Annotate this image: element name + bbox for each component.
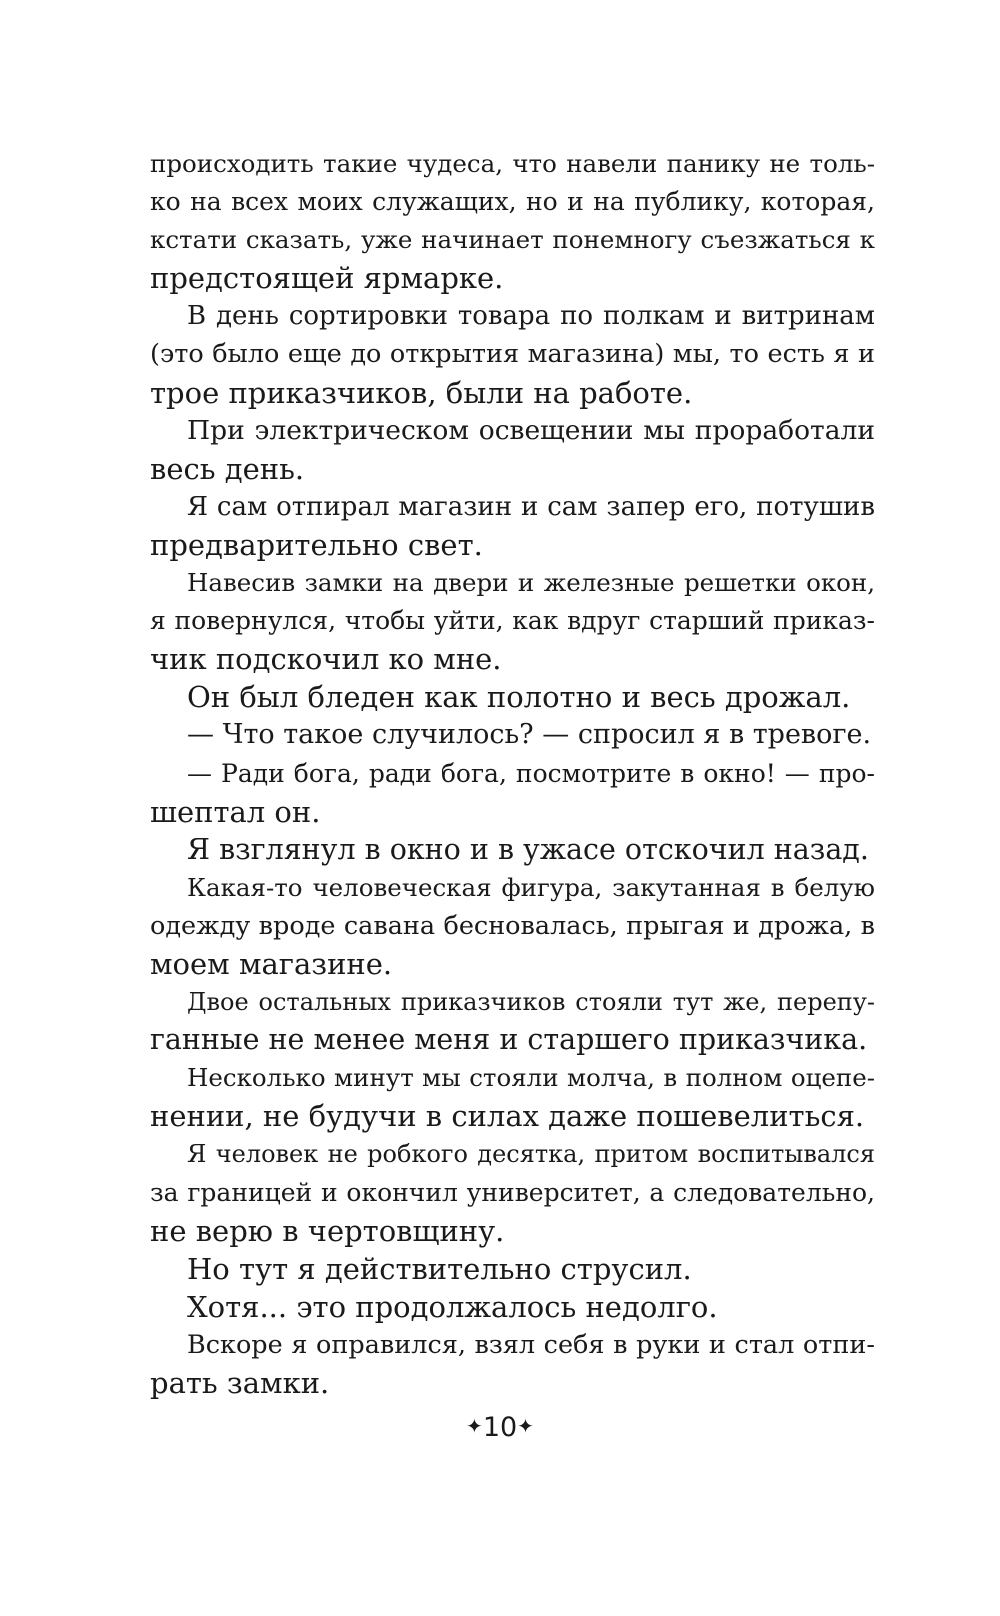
text-line: Я сам отпирал магазин и сам запер его, потушив	[187, 491, 875, 522]
text-line: рать замки.	[150, 1366, 330, 1400]
text-line: не верю в чертовщину.	[150, 1213, 505, 1248]
text-line: Какая-то человеческая фигура, закутанная в белую	[187, 872, 875, 902]
text-line: Навесив замки на двери и железные решетки окон,	[187, 568, 875, 598]
text-line: ганные не менее меня и старшего приказчика.	[150, 1023, 868, 1057]
text-line: одежду вроде савана бесновалась, прыгая и дрожа, в	[150, 910, 875, 941]
text-line: Но тут я действительно струсил.	[187, 1251, 692, 1286]
text-line: кстати сказать, уже начинает понемногу съезжаться к	[150, 225, 875, 255]
text-line: за границей и окончил университет, а следовательно,	[150, 1177, 875, 1207]
text-line: ко на всех моих служащих, но и на публику, которая,	[150, 187, 875, 217]
text-line: я повернулся, чтобы уйти, как вдруг старший приказ-	[150, 606, 875, 636]
text-line: происходить такие чудеса, что навели панику не толь-	[150, 149, 875, 178]
text-line: предстоящей ярмарке.	[150, 261, 504, 296]
page-number: 10	[482, 1412, 518, 1443]
text-line: шептал он.	[150, 794, 321, 829]
text-line: Двое остальных приказчиков стояли тут же, перепу-	[187, 988, 875, 1017]
text-line: (это было еще до открытия магазина) мы, то есть я и	[150, 339, 875, 370]
text-line: Он был бледен как полотно и весь дрожал.	[187, 680, 851, 715]
text-line: трое приказчиков, были на работе.	[150, 375, 693, 410]
text-line: Несколько минут мы стояли молча, в полном оцепе-	[187, 1063, 875, 1093]
page-footer	[0, 1412, 1000, 1443]
text-line: чик подскочил ко мне.	[150, 642, 502, 677]
text-line: — Что такое случилось? — спросил я в тревоге.	[187, 719, 872, 751]
text-line: нении, не будучи в силах даже пошевелиться.	[150, 1099, 865, 1134]
text-line: моем магазине.	[150, 946, 393, 981]
text-line: Хотя... это продолжалось недолго.	[187, 1289, 718, 1324]
text-line: весь день.	[150, 451, 305, 486]
text-line: — Ради бога, ради бога, посмотрите в окно! — про-	[187, 758, 875, 788]
four-point-star-icon: ✦	[517, 1414, 534, 1438]
text-line: Я взглянул в окно и в ужасе отскочил назад.	[187, 832, 869, 866]
body-text	[150, 145, 875, 1402]
text-line: При электрическом освещении мы проработали	[187, 414, 875, 446]
four-point-star-icon: ✦	[466, 1414, 483, 1438]
text-line: предварительно свет.	[150, 527, 483, 562]
text-line: В день сортировки товара по полкам и витринам	[187, 301, 875, 332]
text-line: Вскоре я оправился, взял себя в руки и стал отпи-	[187, 1329, 875, 1360]
text-line: Я человек не робкого десятка, притом воспитывался	[187, 1140, 875, 1169]
